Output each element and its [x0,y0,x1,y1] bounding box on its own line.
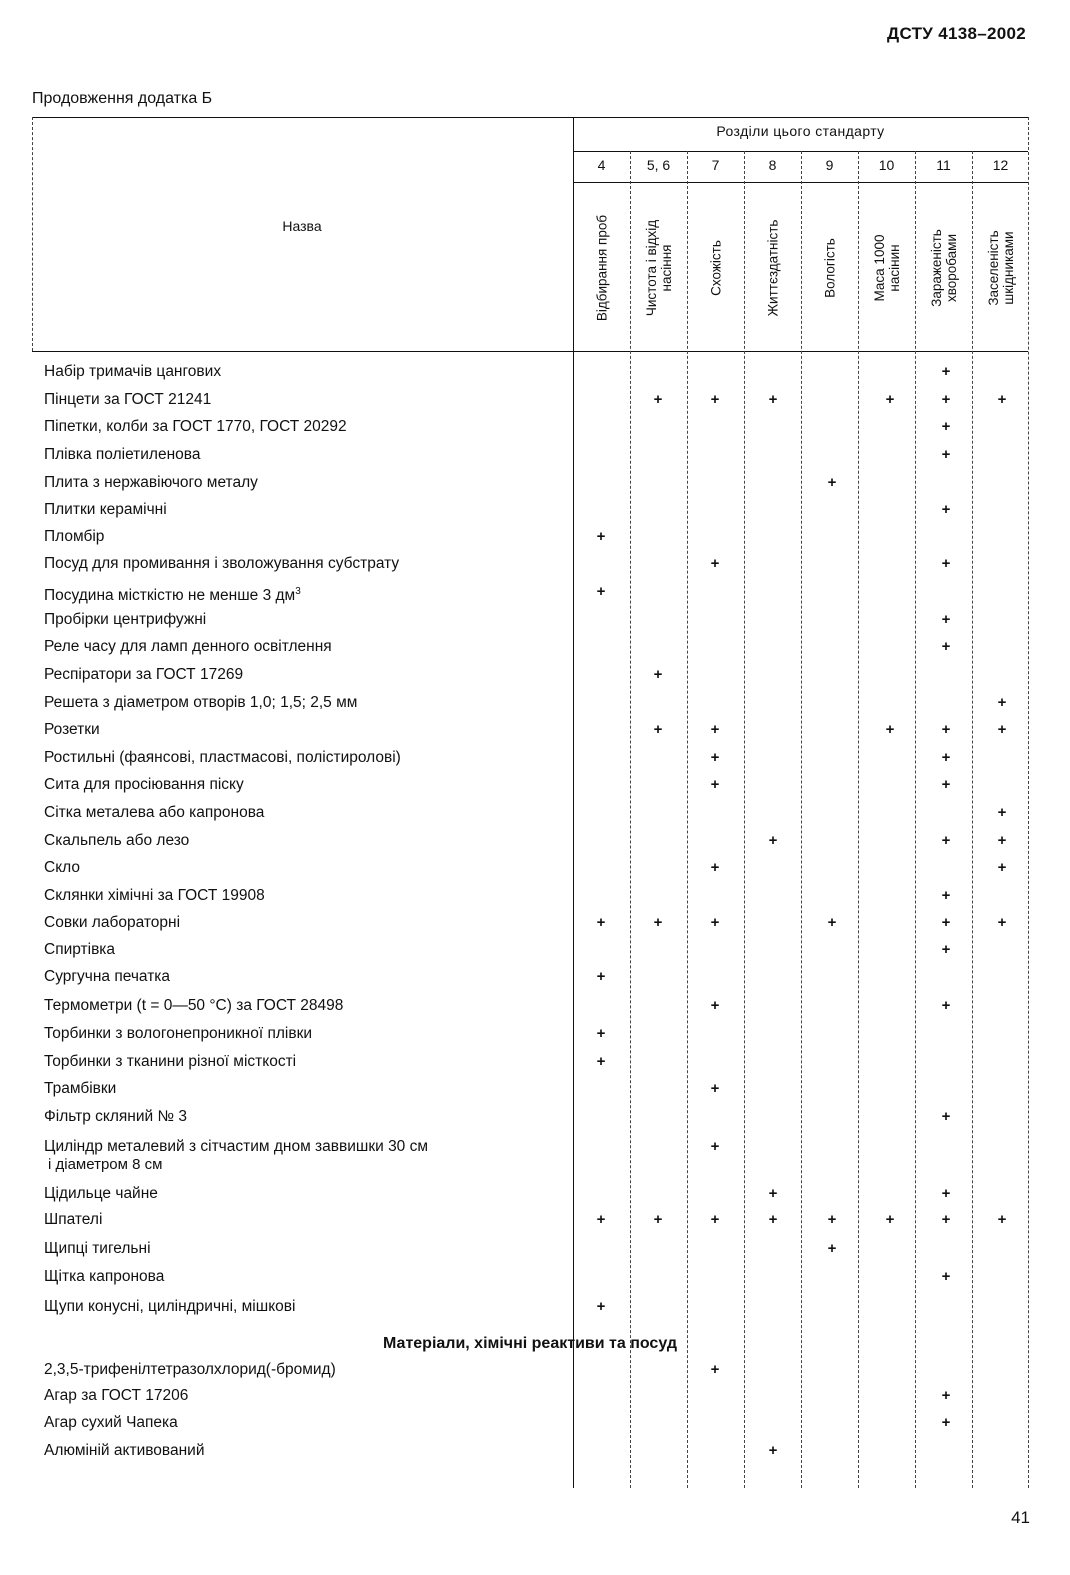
row-mark: + [941,446,951,463]
table-row-label: Сітка металева або капронова [44,804,265,821]
column-divider [972,151,973,1488]
table-row-label: Торбинки з вологонепроникної плівки [44,1025,313,1042]
row-mark: + [997,721,1007,738]
column-number: 10 [878,157,895,173]
table-row-label: Цідильце чайне [44,1185,158,1202]
row-mark: + [941,1108,951,1125]
row-mark: + [941,555,951,572]
table-row-label: Щипці тигельні [44,1240,151,1257]
row-mark: + [997,914,1007,931]
row-mark: + [653,666,663,683]
column-title-text: Вологість [822,237,837,298]
table-row-label: Посудина місткістю не менше 3 $дм^3$ [44,586,301,605]
row-mark: + [941,749,951,766]
row-mark: + [827,914,837,931]
column-title [630,185,687,350]
table-row-label: Реле часу для ламп денного освітлення [44,638,332,655]
row-mark: + [997,804,1007,821]
table-row-label: Щітка капронова [44,1268,165,1285]
column-number: 9 [825,157,834,173]
row-mark: + [596,968,606,985]
table-row-label: Торбинки з тканини різної місткості [44,1053,297,1070]
row-mark: + [768,1211,778,1228]
row-mark: + [653,914,663,931]
standard-code: ДСТУ 4138–2002 [887,24,1026,43]
table-row-label: Агар сухий Чапека [44,1414,178,1431]
table-row-label: Сита для просіювання піску [44,776,244,793]
column-title [858,185,915,350]
table-row-label: Агар за ГОСТ 17206 [44,1387,189,1404]
table-row-label: Термометри (t = 0—50 °С) за ГОСТ 28498 [44,997,344,1014]
row-mark: + [941,391,951,408]
table-row-label: Розетки [44,721,100,738]
table-row-label: Циліндр металевий з сітчастим дном заввишки 30 см і діаметром 8 см [44,1138,429,1173]
column-divider [858,151,859,1488]
table-row-label: Решета з діаметром отворів 1,0; 1,5; 2,5 мм [44,694,358,711]
table-row-label: Плита з нержавіючого металу [44,474,258,491]
row-mark: + [710,914,720,931]
table-row-label: Алюміній активований [44,1442,205,1459]
table-left-edge [32,117,33,351]
row-mark: + [596,583,606,600]
row-mark: + [941,638,951,655]
row-mark: + [596,914,606,931]
row-mark: + [997,859,1007,876]
table-row-label: Скло [44,859,80,876]
table-row-label: Скальпель або лезо [44,832,190,849]
column-title-text: Зараженість хворобами [928,228,959,307]
row-mark: + [653,721,663,738]
column-title [972,185,1029,350]
section-group-header: Розділи цього стандарту [716,123,885,139]
row-mark: + [596,1025,606,1042]
table-row-label: Пінцети за ГОСТ 21241 [44,391,212,408]
column-title-text: Заселеність шкідниками [985,229,1016,306]
row-mark: + [827,1240,837,1257]
table-row-label: Респіратори за ГОСТ 17269 [44,666,244,683]
table-row-label: Пломбір [44,528,105,545]
row-mark: + [941,1268,951,1285]
row-mark: + [941,1211,951,1228]
column-divider [801,151,802,1488]
column-title-text: Схожість [708,239,723,296]
row-mark: + [768,391,778,408]
table-row-label: Склянки хімічні за ГОСТ 19908 [44,887,265,904]
row-mark: + [941,1185,951,1202]
column-divider [687,151,688,1488]
column-divider [630,151,631,1488]
table-row-label: Сургучна печатка [44,968,171,985]
page-number: 41 [1011,1508,1030,1527]
column-title [801,185,858,350]
column-title-text: Маса 1000 насінин [871,234,902,301]
row-mark: + [827,1211,837,1228]
table-row-label: 2,3,5-трифенілтетразолхлорид(-бромид) [44,1361,336,1378]
column-title-text: Чистота і відхід насіння [643,219,674,316]
table-row-label: Трамбівки [44,1080,117,1097]
row-mark: + [710,1211,720,1228]
column-number: 5, 6 [646,157,671,173]
row-mark: + [941,418,951,435]
column-divider [915,151,916,1488]
row-mark: + [941,1387,951,1404]
column-title-text: Життєздатність [765,219,780,316]
row-mark: + [710,1138,720,1155]
row-mark: + [941,887,951,904]
row-mark: + [653,1211,663,1228]
column-title [915,185,972,350]
row-mark: + [710,776,720,793]
row-mark: + [885,391,895,408]
table-row-label: Фільтр скляний № 3 [44,1108,188,1125]
row-mark: + [710,997,720,1014]
row-mark: + [768,1442,778,1459]
row-mark: + [710,391,720,408]
row-mark: + [596,528,606,545]
continuation-note: Продовження додатка Б [32,90,213,107]
row-mark: + [997,694,1007,711]
table-row-label: Спиртівка [44,941,116,958]
row-mark: + [710,749,720,766]
row-mark: + [997,832,1007,849]
column-title [744,185,801,350]
row-mark: + [768,832,778,849]
column-number: 12 [992,157,1009,173]
name-column-header: Назва [282,218,322,234]
column-divider [744,151,745,1488]
table-row-label: Плівка поліетиленова [44,446,201,463]
row-mark: + [941,501,951,518]
table-row-label: Посуд для промивання і зволожування субстрату [44,555,400,572]
row-mark: + [941,832,951,849]
column-title-text: Відбирання проб [594,214,609,321]
row-mark: + [710,1361,720,1378]
row-mark: + [941,997,951,1014]
row-mark: + [997,391,1007,408]
row-mark: + [941,941,951,958]
table-row-label: Совки лабораторні [44,914,181,931]
row-mark: + [596,1298,606,1315]
row-mark: + [941,611,951,628]
table-row-label: Щупи конусні, циліндричні, мішкові [44,1298,296,1315]
row-mark: + [653,391,663,408]
row-mark: + [710,721,720,738]
column-number: 4 [597,157,606,173]
header-bottom-rule [32,351,1028,352]
row-mark: + [885,721,895,738]
column-number: 11 [936,157,951,173]
column-title [687,185,744,350]
table-row-label: Пробірки центрифужні [44,611,207,628]
column-title [573,185,630,350]
row-mark: + [941,721,951,738]
table-row-label: Шпателі [44,1211,103,1228]
row-mark: + [710,1080,720,1097]
row-mark: + [710,555,720,572]
row-mark: + [885,1211,895,1228]
row-mark: + [596,1211,606,1228]
row-mark: + [997,1211,1007,1228]
table-row-label: Ростильні (фаянсові, пластмасові, полістиролові) [44,749,401,766]
column-number: 7 [711,157,720,173]
table-row-label: Набір тримачів цангових [44,363,222,380]
row-mark: + [941,776,951,793]
row-mark: + [941,914,951,931]
table-row-label: Піпетки, колби за ГОСТ 1770, ГОСТ 20292 [44,418,347,435]
row-mark: + [941,363,951,380]
column-number: 8 [768,157,777,173]
section-title: Матеріали, хімічні реактиви та посуд [383,1335,677,1352]
row-mark: + [596,1053,606,1070]
row-mark: + [941,1414,951,1431]
row-mark: + [710,859,720,876]
row-mark: + [827,474,837,491]
table-row-label: Плитки керамічні [44,501,167,518]
table-frame-top [32,117,1028,118]
row-mark: + [768,1185,778,1202]
